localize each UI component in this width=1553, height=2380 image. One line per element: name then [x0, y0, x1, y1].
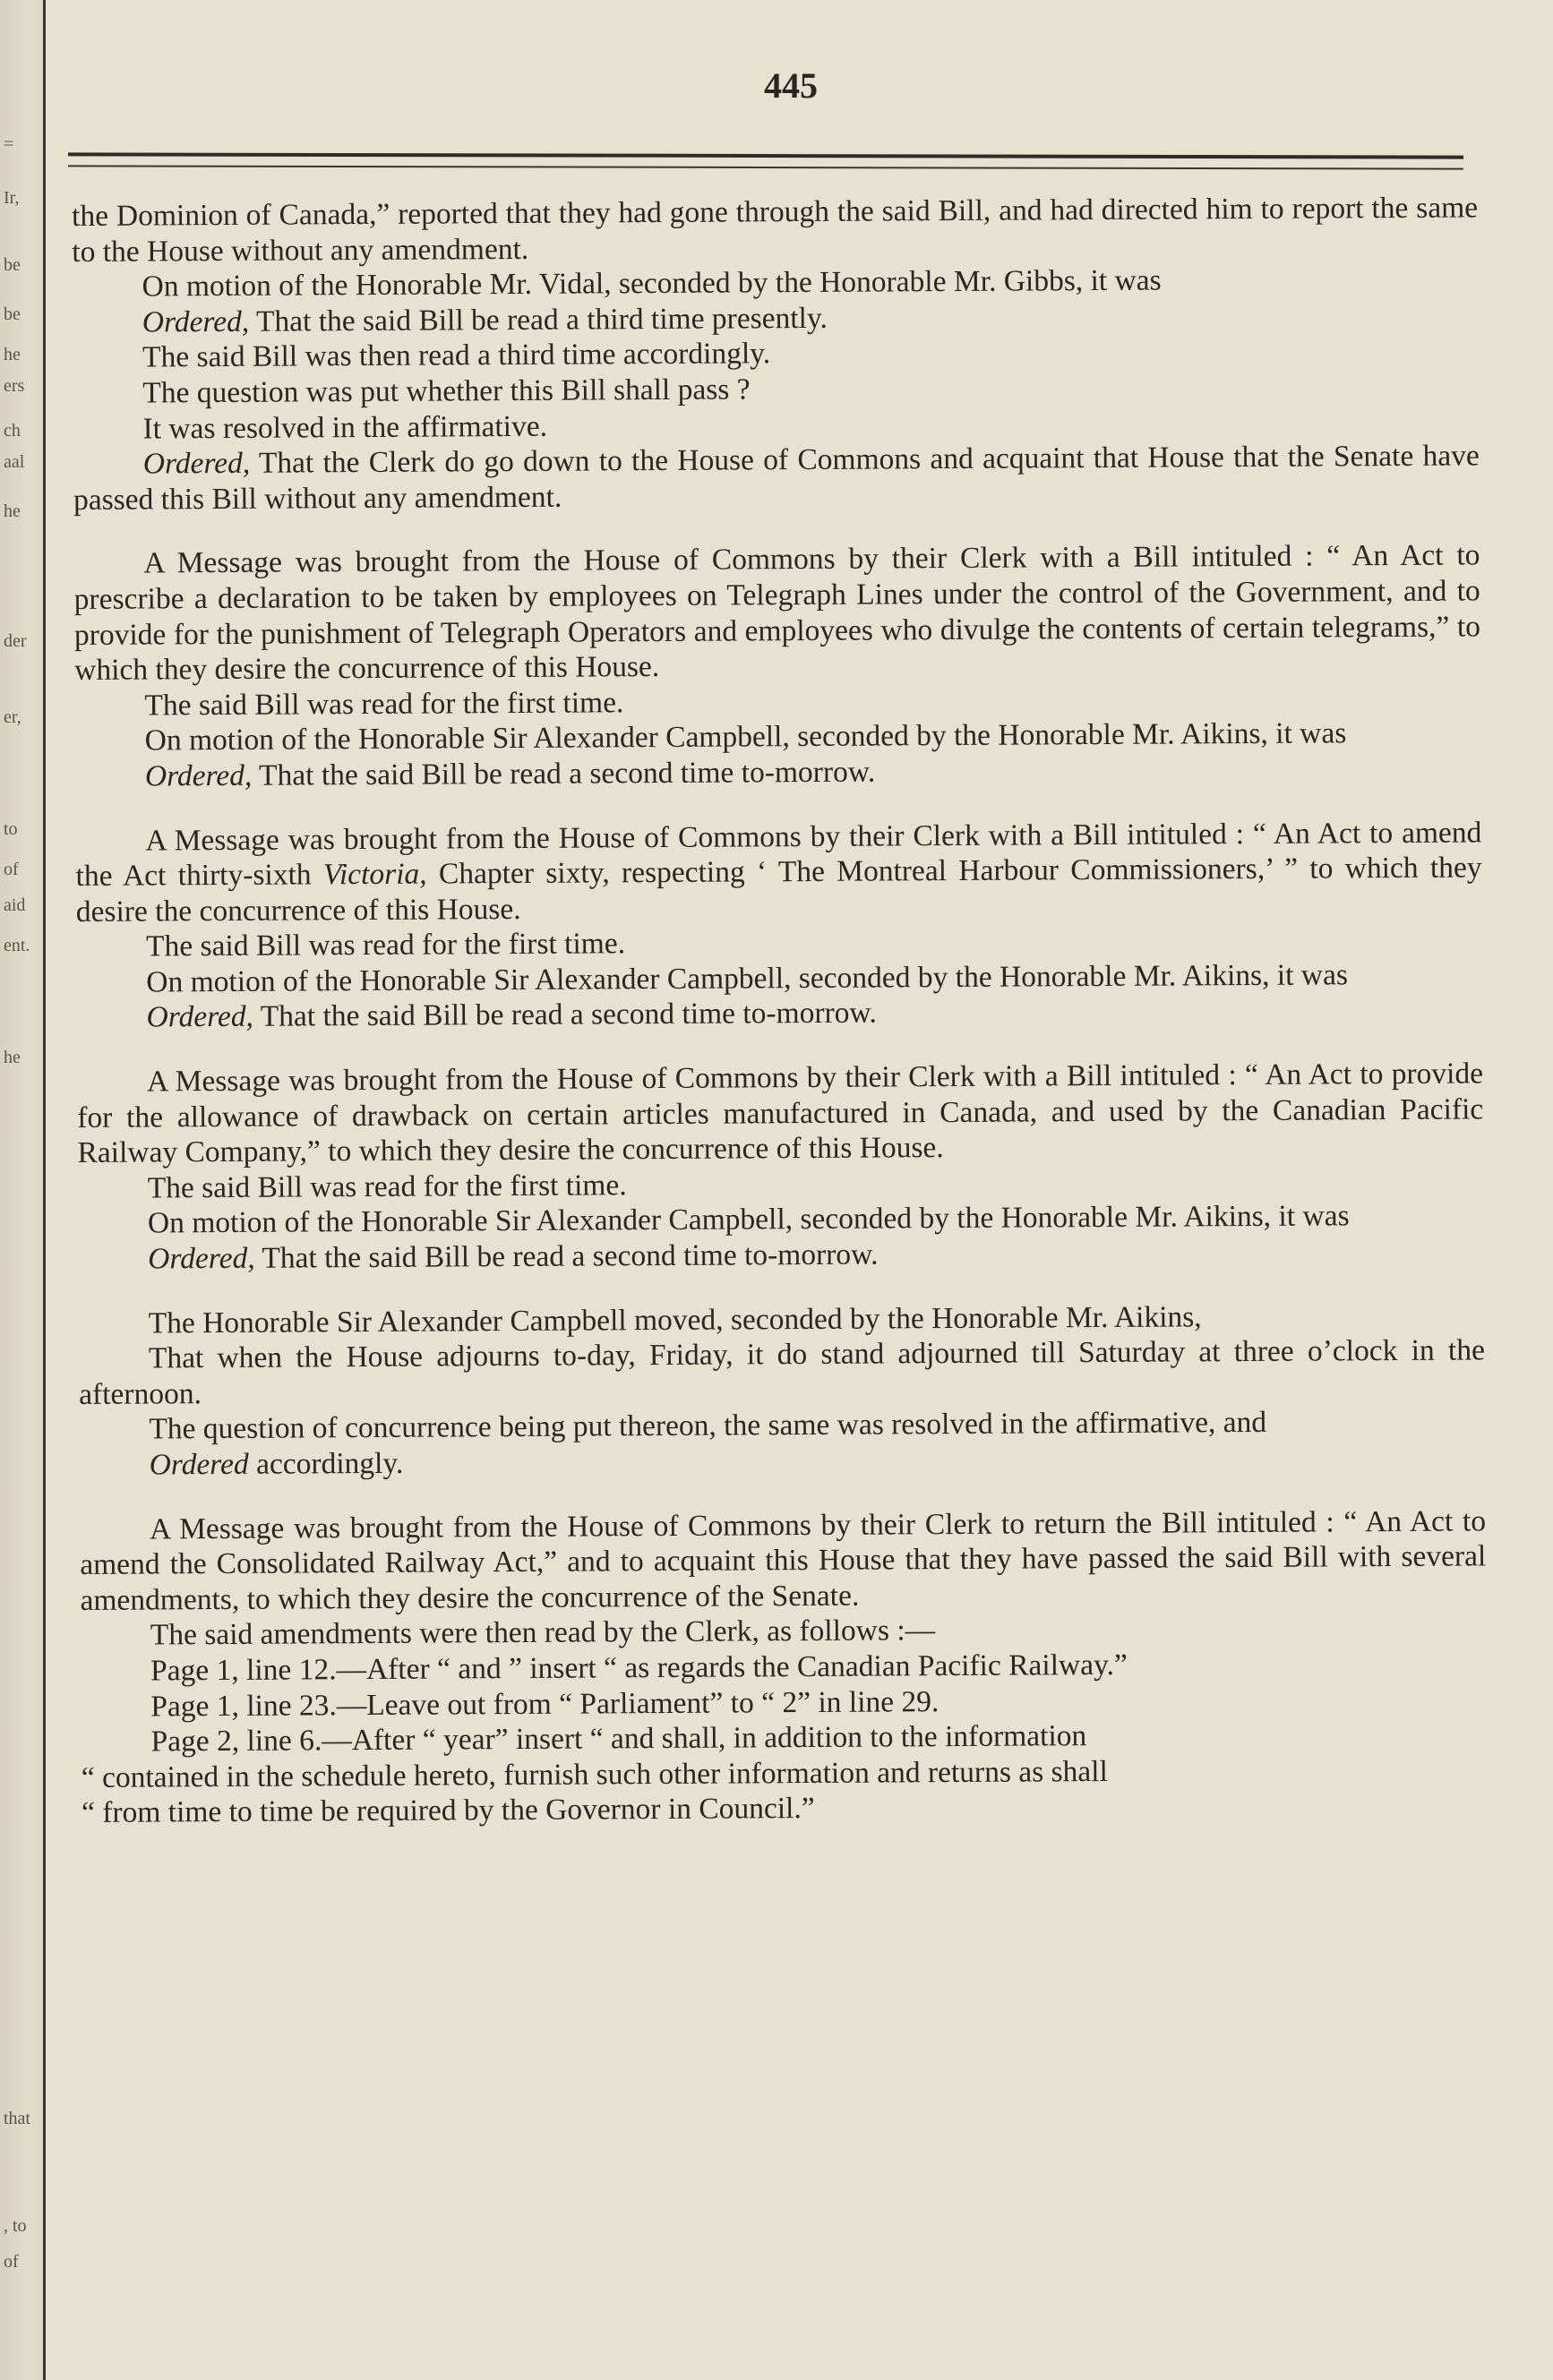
margin-fragment: he [4, 345, 21, 364]
margin-fragment: ers [4, 376, 25, 396]
paragraph: The said Bill was then read a third time accordingly. [142, 337, 771, 374]
page-body [72, 190, 1488, 1830]
margin-fragment: ch [4, 421, 21, 441]
paragraph: The question of concurrence being put thereon, the same was resolved in the affirmative, and [149, 1406, 1267, 1446]
paragraph: Ordered accordingly. [149, 1446, 404, 1482]
margin-fragment: = [4, 134, 14, 154]
paragraph: The said Bill was read for the first time. [147, 1169, 627, 1205]
paragraph: Ordered, That the Clerk do go down to the House of Commons and acquaint that House that the Senate have passed this Bill without any amendment. [73, 439, 1480, 517]
paragraph: The Honorable Sir Alexander Campbell moved, seconded by the Honorable Mr. Aikins, [148, 1299, 1202, 1340]
paragraph: A Message was brought from the House of Commons by their Clerk to return the Bill intituled : “ An Act to amend the Consolidated Railway Act,” and to acquaint this House that they have passed the said Bill with several amendments, to which they desire the concurrence of the Senate. [80, 1503, 1487, 1617]
page-number: 445 [764, 65, 818, 106]
paragraph: It was resolved in the affirmative. [142, 409, 548, 446]
paragraph: Ordered, That the said Bill be read a second time to-morrow. [144, 755, 876, 793]
margin-fragment: he [4, 501, 21, 521]
margin-fragment: be [4, 304, 21, 324]
header-rule-thin [68, 165, 1463, 169]
paragraph: A Message was brought from the House of Commons by their Clerk with a Bill intituled : “ An Act to provide for the allowance of drawback on certain articles manufactured in Canada, and used by the Canadian Pacific Railway Company,” to which they desire the concurrence of this House. [77, 1057, 1484, 1170]
document-page [43, 0, 1553, 2380]
margin-fragment: der [4, 631, 27, 651]
margin-fragment: to [4, 819, 18, 839]
margin-fragment: of [4, 2252, 19, 2272]
binding-edge [0, 0, 46, 2380]
paragraph: the Dominion of Canada,” reported that they had gone through the said Bill, and had directed him to report the same to the House without any amendment. [72, 191, 1479, 269]
margin-fragment: aal [4, 452, 25, 472]
margin-fragment: aid [4, 895, 26, 915]
paragraph: Ordered, That the said Bill be read a second time to-morrow. [146, 996, 877, 1034]
paragraph: Ordered, That the said Bill be read a third time presently. [142, 301, 828, 339]
paragraph: “ contained in the schedule hereto, furnish such other information and returns as shall [81, 1754, 1108, 1794]
paragraph: The said amendments were then read by the Clerk, as follows :— [150, 1614, 936, 1652]
paragraph: On motion of the Honorable Sir Alexander Campbell, seconded by the Honorable Mr. Aikins, it was [147, 1199, 1350, 1240]
paragraph: A Message was brought from the House of Commons by their Clerk with a Bill intituled : “ An Act to amend the Act thirty-sixth Victoria, Chapter sixty, respecting ‘ The Montreal Harbour Commissioners,’ ” to which they desire the concurrence of this House. [75, 815, 1482, 929]
margin-fragment: er, [4, 707, 21, 727]
paragraph: A Message was brought from the House of Commons by their Clerk with a Bill intituled : “ An Act to prescribe a declaration to be taken by employees on Telegraph Lines under the control of the Government, and to provide for the punishment of Telegraph Operators and employees who divulge the contents of certain telegrams,” to which they desire the concurrence of this House. [73, 538, 1481, 688]
paragraph: Page 1, line 23.—Leave out from “ Parliament” to “ 2” in line 29. [150, 1684, 940, 1724]
margin-fragment: he [4, 1048, 21, 1067]
paragraph: The said Bill was read for the first time. [145, 927, 626, 963]
paragraph: The said Bill was read for the first time. [144, 685, 624, 723]
margin-fragment: ent. [4, 936, 30, 955]
paragraph: Page 1, line 12.—After “ and ” insert “ as regards the Canadian Pacific Railway.” [150, 1648, 1128, 1688]
margin-fragment: , to [4, 2216, 27, 2236]
paragraph: On motion of the Honorable Sir Alexander Campbell, seconded by the Honorable Mr. Aikins, it was [144, 716, 1347, 758]
paragraph: On motion of the Honorable Mr. Vidal, seconded by the Honorable Mr. Gibbs, it was [142, 263, 1162, 304]
paragraph: “ from time to time be required by the Governor in Council.” [81, 1792, 815, 1830]
margin-fragment: be [4, 255, 21, 275]
header-rule-thick [68, 152, 1463, 158]
paragraph: That when the House adjourns to-day, Friday, it do stand adjourned till Saturday at three o’clock in the afternoon. [79, 1333, 1485, 1411]
margin-fragment: Ir, [4, 188, 20, 208]
margin-fragment: of [4, 860, 19, 879]
paragraph: The question was put whether this Bill shall pass ? [142, 372, 751, 410]
paragraph: Page 2, line 6.—After “ year” insert “ and shall, in addition to the information [150, 1719, 1087, 1759]
margin-fragment: that [4, 2109, 30, 2128]
paragraph: Ordered, That the said Bill be read a second time to-morrow. [148, 1237, 879, 1276]
paragraph: On motion of the Honorable Sir Alexander Campbell, seconded by the Honorable Mr. Aikins, it was [146, 958, 1349, 999]
